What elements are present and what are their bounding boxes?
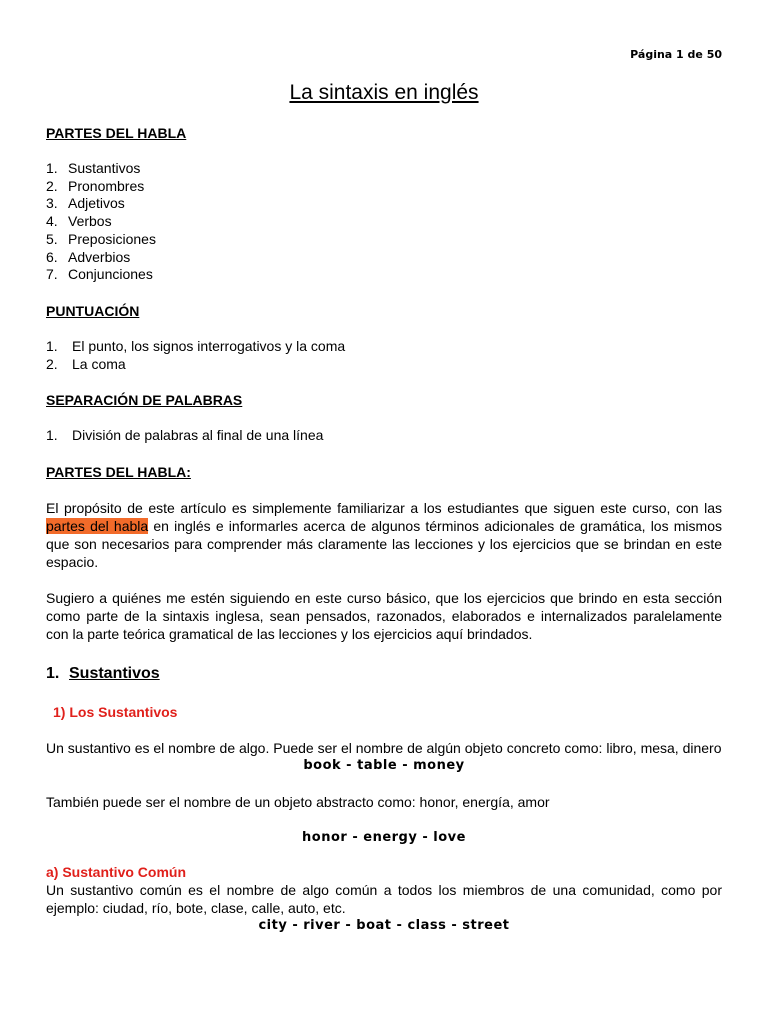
list-item-label: Sustantivos	[68, 160, 141, 176]
toc-puntuacion-heading: PUNTUACIÓN	[46, 302, 140, 319]
list-item-number: 6.	[46, 248, 58, 265]
list-item	[46, 249, 722, 267]
sustantivo-abstract: También puede ser el nombre de un objeto abstracto como: honor, energía, amor	[46, 794, 550, 811]
intro-p1-start: El propósito de este artículo es simplemente familiarizar a los estudiantes que siguen este curso, con las	[46, 500, 722, 517]
list-item	[46, 356, 722, 374]
intro-paragraph-1	[46, 499, 722, 571]
subsection-sustantivo-comun: a) Sustantivo Común	[46, 864, 187, 881]
list-item-number: 4.	[46, 213, 58, 230]
sustantivo-definition: Un sustantivo es el nombre de algo. Puede ser el nombre de algún objeto concreto como: libro, mesa, dinero	[46, 740, 722, 757]
list-item	[46, 178, 722, 196]
document-body	[46, 124, 722, 935]
section-1-title: Sustantivos	[69, 665, 160, 683]
list-item-label: Adverbios	[68, 248, 131, 265]
toc-partes-list	[46, 160, 722, 284]
intro-p1-end: en inglés e informarles acerca de algunos términos adicionales de gramática, los mismos que son necesarios para comprender más claramente las lecciones y los ejercicios que se brindan en este espacio.	[46, 518, 722, 571]
list-item-number: 2.	[46, 355, 58, 372]
list-item	[46, 338, 722, 356]
toc-partes-heading: PARTES DEL HABLA	[46, 125, 187, 141]
partes-body-heading: PARTES DEL HABLA:	[46, 464, 191, 481]
list-item-number: 1.	[46, 160, 58, 176]
examples-abstract: honor - energy - love	[302, 830, 466, 846]
list-item-label: Verbos	[68, 213, 112, 230]
section-1-number: 1.	[46, 665, 60, 683]
list-item-label: La coma	[72, 355, 126, 372]
sustantivo-comun-definition: Un sustantivo común es el nombre de algo común a todos los miembros de una comunidad, como por ejemplo: ciudad, río, bote, clase, calle, auto, etc.	[46, 882, 722, 917]
toc-separacion-list	[46, 427, 722, 445]
toc-puntuacion-list	[46, 338, 722, 373]
list-item	[46, 213, 722, 231]
subsection-los-sustantivos: 1) Los Sustantivos	[53, 704, 178, 721]
list-item-label: División de palabras al final de una línea	[72, 427, 324, 444]
list-item-number: 5.	[46, 230, 58, 247]
examples-concrete: book - table - money	[303, 758, 465, 774]
document-title: La sintaxis en inglés	[289, 81, 479, 104]
list-item-label: El punto, los signos interrogativos y la coma	[72, 337, 346, 354]
page-number: Página 1 de 50	[630, 48, 722, 61]
list-item	[46, 266, 722, 284]
list-item-label: Adjetivos	[68, 195, 125, 212]
highlighted-term: partes del habla	[46, 518, 149, 535]
list-item-number: 1.	[46, 337, 58, 354]
section-1-heading	[46, 665, 722, 683]
list-item	[46, 160, 722, 178]
examples-comun: city - river - boat - class - street	[258, 918, 510, 934]
list-item-label: Preposiciones	[68, 230, 156, 247]
list-item-label: Pronombres	[68, 177, 145, 194]
list-item-number: 3.	[46, 195, 58, 212]
list-item	[46, 231, 722, 249]
list-item-number: 7.	[46, 266, 58, 283]
intro-paragraph-2: Sugiero a quiénes me estén siguiendo en este curso básico, que los ejercicios que brindo en esta sección como parte de la sintaxis inglesa, sean pensados, razonados, elaborados e internalizados paralelamente con la parte teórica gramatical de las lecciones y los ejercicios aquí brindados.	[46, 590, 722, 643]
list-item	[46, 195, 722, 213]
list-item	[46, 427, 722, 445]
toc-separacion-heading: SEPARACIÓN DE PALABRAS	[46, 392, 243, 409]
list-item-number: 1.	[46, 427, 58, 444]
list-item-number: 2.	[46, 177, 58, 194]
list-item-label: Conjunciones	[68, 266, 153, 283]
